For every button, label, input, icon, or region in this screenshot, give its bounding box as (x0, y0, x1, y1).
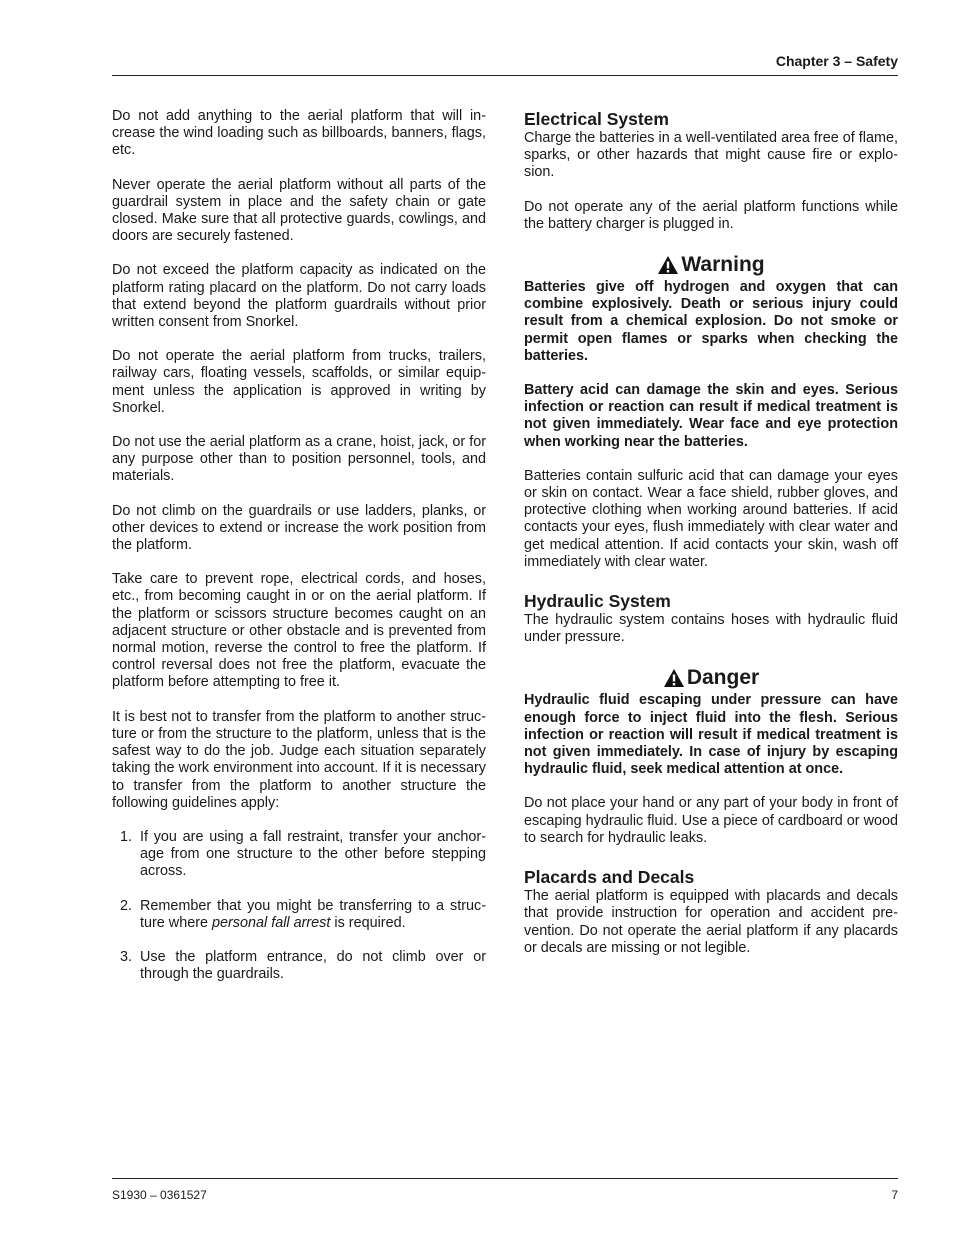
running-header (112, 52, 898, 76)
danger-title (524, 666, 898, 690)
paragraph: Take care to prevent rope, electrical cords, and hoses, etc., from becoming caught in or on the aerial platform. If the platform or scissors structure becomes caught on an adjacent structure or other obstacle and is prevented from normal motion, reverse the control to free the platform. If control reversal does not free the platform, evacuate the platform before attempting to free it. (112, 571, 486, 691)
text-run: Remember that you might be transferring to a structure where (140, 897, 486, 931)
emphasis-text: personal fall arrest (212, 914, 331, 931)
left-column (112, 108, 486, 1000)
paragraph: Never operate the aerial platform without all parts of the guardrail system in place and the safety chain or gate closed. Make sure that all protective guards, cowlings, and doors are securely fastened. (112, 176, 486, 245)
warning-title (524, 253, 898, 277)
paragraph: The hydraulic system contains hoses with hydraulic fluid under pressure. (524, 612, 898, 646)
list-item (120, 829, 486, 881)
list-text: Use the platform entrance, do not climb over or through the guardrails. (140, 948, 486, 983)
text-run: is required. (330, 914, 406, 931)
danger-label: Danger (686, 666, 760, 690)
list-number: 2. (120, 897, 133, 914)
paragraph: It is best not to transfer from the platform to another structure or from the structure to the platform, unless that is the safest way to do the job. Judge each situation separately taking the work environment into account. If it is necessary to transfer from the platform to another structure the following guidelines apply: (112, 708, 486, 811)
warning-text: Batteries give off hydrogen and oxygen that can combine explosively. Death or serious injury could result from a chemical explosion. Do not smoke or permit open flames or sparks when checking the batteries. (524, 279, 898, 364)
paragraph: Do not use the aerial platform as a crane, hoist, jack, or for any purpose other than to position personnel, tools, and materials. (112, 434, 486, 485)
paragraph: Do not exceed the platform capacity as indicated on the platform rating placard on the platform. Do not carry loads that extend beyond the platform guardrails without prior written consent from Snorkel. (112, 262, 486, 331)
paragraph: Do not climb on the guardrails or use ladders, planks, or other devices to extend or increase the work position from the platform. (112, 502, 486, 554)
paragraph: The aerial platform is equipped with placards and decals that provide instruction for operation and accident prevention. Do not operate the aerial platform if any placards or decals are missing or not legible. (524, 888, 898, 956)
chapter-title: Chapter 3 – Safety (775, 53, 898, 69)
warning-text: Battery acid can damage the skin and eyes. Serious infection or reaction can result if medical treatment is not given immediately. Wear face and eye protection when working near the batteries. (524, 382, 898, 450)
list-text: If you are using a fall restraint, transfer your anchorage from one structure to the other before stepping across. (140, 828, 486, 880)
page-number: 7 (891, 1188, 898, 1202)
warning-label: Warning (681, 253, 765, 277)
warning-triangle-icon (657, 255, 679, 275)
paragraph: Charge the batteries in a well-ventilated area free of flame, sparks, or other hazards that might cause fire or explosion. (524, 130, 898, 181)
paragraph: Do not operate any of the aerial platform functions while the battery charger is plugged in. (524, 198, 898, 232)
section-heading-placards: Placards and Decals (524, 867, 695, 888)
transfer-guidelines-list (112, 829, 486, 983)
section-heading-electrical: Electrical System (524, 109, 669, 129)
right-column (524, 108, 898, 974)
danger-text: Hydraulic fluid escaping under pressure can have enough force to inject fluid into the flesh. Serious infection or reaction will result if medical treatment is not given immediately. In case of injury by escaping hydraulic fluid, seek medical attention at once. (524, 692, 898, 778)
list-text (140, 898, 486, 932)
warning-triangle-icon (663, 668, 685, 688)
section-heading-hydraulic: Hydraulic System (524, 591, 671, 612)
list-item (120, 949, 486, 983)
list-item (120, 898, 486, 932)
paragraph: Do not operate the aerial platform from trucks, trailers, railway cars, floating vessels, scaffolds, or similar equipment unless the application is approved in writing by Snorkel. (112, 348, 486, 416)
footer-divider (112, 1178, 898, 1179)
list-number: 3. (120, 948, 133, 965)
paragraph: Batteries contain sulfuric acid that can damage your eyes or skin on contact. Wear a face shield, rubber gloves, and protective clothing when working around batteries. If acid contacts your eyes, flush immediately with clear water and get medical attention. If acid contacts your skin, wash off immediately with clear water. (524, 467, 898, 570)
list-number: 1. (120, 828, 133, 845)
document-id: S1930 – 0361527 (112, 1188, 207, 1202)
paragraph: Do not place your hand or any part of your body in front of escaping hydraulic fluid. Use a piece of cardboard or wood to search for hydraulic leaks. (524, 795, 898, 846)
paragraph: Do not add anything to the aerial platform that will increase the wind loading such as billboards, banners, flags, etc. (112, 108, 486, 159)
